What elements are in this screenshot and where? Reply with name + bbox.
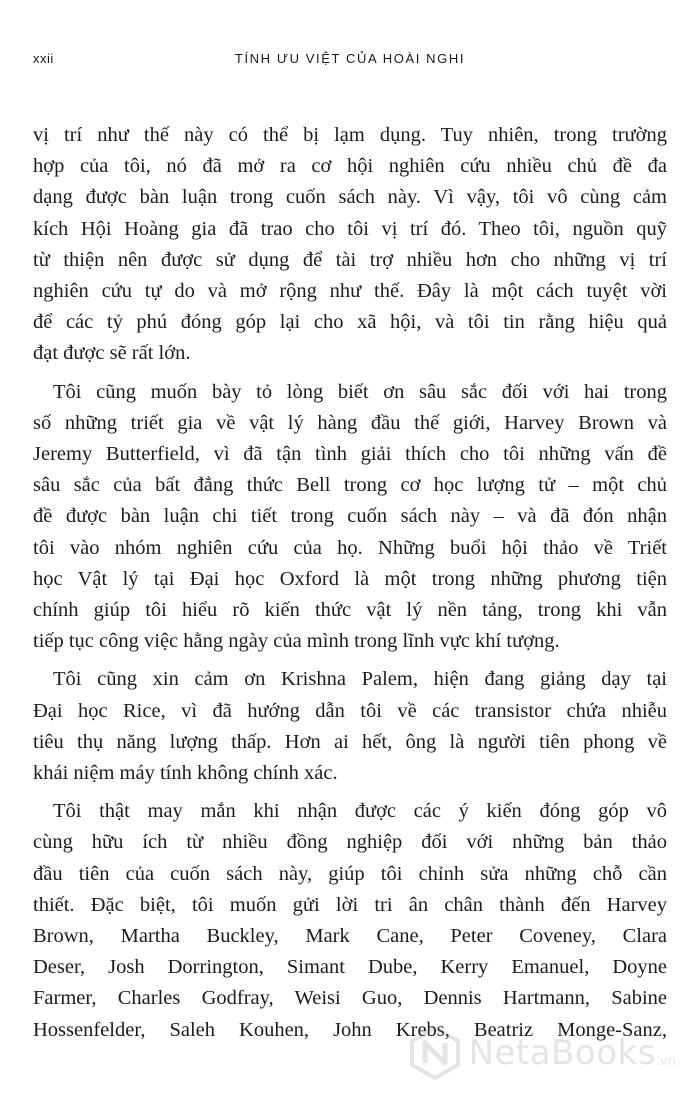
text-line: chính giúp tôi hiểu rõ kiến thức vật lý nền tảng, trong khi vẫn: [33, 599, 667, 622]
text-line: đề được bàn luận chi tiết trong cuốn sách này – và đã đón nhận: [33, 505, 667, 528]
text-line: Tôi thật may mắn khi nhận được các ý kiến đóng góp vô: [53, 800, 667, 823]
paragraph: [33, 377, 667, 658]
text-line: khái niệm máy tính không chính xác.: [33, 762, 338, 785]
paragraph: [33, 664, 667, 789]
text-line: số những triết gia về vật lý hàng đầu thế giới, Harvey Brown và: [33, 411, 667, 434]
watermark: [407, 1023, 676, 1083]
text-line: cùng hữu ích từ nhiều đồng nghiệp đối với những bản thảo: [33, 831, 667, 854]
text-line: tiêu thụ năng lượng thấp. Hơn ai hết, ông là người tiên phong về: [33, 730, 667, 753]
text-line: nghiên cứu tự do và mở rộng như thế. Đây là một cách tuyệt vời: [33, 280, 667, 303]
text-line: kích Hội Hoàng gia đã trao cho tôi vị trí đó. Theo tôi, nguồn quỹ: [33, 217, 667, 240]
running-title: TÍNH ƯU VIỆT CỦA HOÀI NGHI: [234, 51, 466, 66]
text-line: tôi vào nhóm nghiên cứu của họ. Những buổi hội thảo về Triết: [33, 536, 667, 559]
page-number: xxii: [33, 51, 54, 66]
text-line: Deser, Josh Dorrington, Simant Dube, Kerry Emanuel, Doyne: [33, 956, 667, 979]
paragraph: [33, 796, 667, 1046]
text-line: vị trí như thế này có thể bị lạm dụng. Tuy nhiên, trong trường: [33, 124, 667, 146]
text-line: đạt được sẽ rất lớn.: [33, 342, 191, 365]
text-line: thiết. Đặc biệt, tôi muốn gửi lời tri ân chân thành đến Harvey: [33, 893, 667, 916]
text-line: Tôi cũng muốn bày tỏ lòng biết ơn sâu sắc đối với hai trong: [53, 380, 667, 403]
netabooks-logo-icon: [407, 1025, 463, 1081]
running-header: [33, 51, 667, 71]
watermark-brand: NetaBooks: [468, 1033, 656, 1073]
watermark-tld: .vn: [655, 1054, 676, 1069]
text-line: để các tỷ phú đóng góp lại cho xã hội, và tôi tin rằng hiệu quả: [33, 311, 667, 334]
text-line: Tôi cũng xin cảm ơn Krishna Palem, hiện đang giảng dạy tại: [53, 668, 667, 691]
text-line: sâu sắc của bất đẳng thức Bell trong cơ học lượng tử – một chủ: [33, 474, 667, 497]
text-line: Hossenfelder, Saleh Kouhen, John Krebs, Beatriz Monge-Sanz,: [33, 1018, 667, 1041]
text-line: Brown, Martha Buckley, Mark Cane, Peter Coveney, Clara: [33, 925, 667, 948]
text-line: học Vật lý tại Đại học Oxford là một trong những phương tiện: [33, 567, 667, 590]
text-line: tiếp tục công việc hằng ngày của mình trong lĩnh vực khí tượng.: [33, 630, 560, 653]
text-line: dạng được bàn luận trong cuốn sách này. Vì vậy, tôi vô cùng cảm: [33, 186, 667, 209]
paragraph: [33, 120, 667, 370]
text-line: Farmer, Charles Godfray, Weisi Guo, Dennis Hartmann, Sabine: [33, 987, 667, 1010]
text-line: Đại học Rice, vì đã hướng dẫn tôi về các transistor chứa nhiễu: [33, 699, 667, 722]
text-line: Jeremy Butterfield, vì đã tận tình giải thích cho tôi những vấn đề: [33, 443, 667, 466]
text-line: từ thiện nên được sử dụng để tài trợ nhiều hơn cho những vị trí: [33, 248, 667, 271]
text-line: hợp của tôi, nó đã mở ra cơ hội nghiên cứu nhiều chủ đề đa: [33, 155, 667, 178]
text-line: đầu tiên của cuốn sách này, giúp tôi chỉnh sửa những chỗ cần: [33, 862, 667, 885]
body-text: [33, 120, 667, 1053]
